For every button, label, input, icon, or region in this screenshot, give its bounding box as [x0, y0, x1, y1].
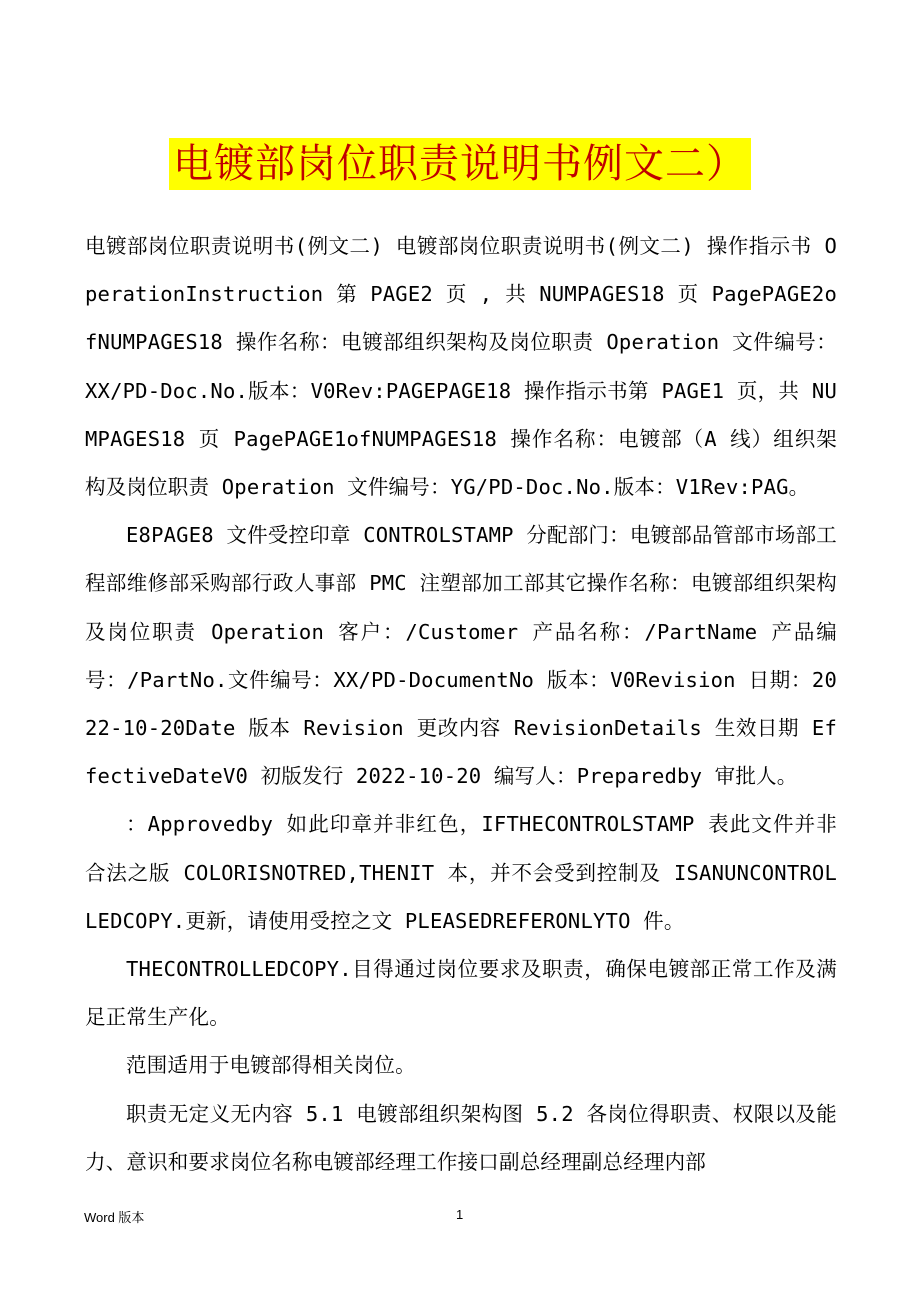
paragraph-5: 范围适用于电镀部得相关岗位。 — [126, 1053, 416, 1078]
document-body — [85, 222, 837, 1186]
title-container — [0, 138, 920, 190]
document-title: 电镀部岗位职责说明书例文二） — [169, 138, 751, 190]
paragraph-2: E8PAGE8 文件受控印章 CONTROLSTAMP 分配部门：电镀部品管部市场部工程部维修部采购部行政人事部 PMC 注塑部加工部其它操作名称：电镀部组织架构及岗位职责 Operation 客户：/Customer 产品名称：/PartName 产品编号：/PartNo.文件编号：XX/PD-DocumentNo 版本：V0Revision 日期：2022-10-20Date 版本 Revision 更改内容 RevisionDetails 生效日期 EffectiveDateV0 初版发行 2022-10-20 编写人：Preparedby 审批人。 — [85, 523, 837, 789]
footer-page-number: 1 — [456, 1207, 464, 1222]
footer-label: Word 版本 — [84, 1210, 145, 1225]
paragraph-3: ：Approvedby 如此印章并非红色，IFTHECONTROLSTAMP 表此文件并非合法之版 COLORISNOTRED,THENIT 本，并不会受到控制及 ISANUNCONTROLLEDCOPY.更新，请使用受控之文 PLEASEDREFERONLYTO 件。 — [85, 812, 837, 933]
paragraph-1: 电镀部岗位职责说明书(例文二) 电镀部岗位职责说明书(例文二) 操作指示书 OperationInstruction 第 PAGE2 页 , 共 NUMPAGES18 页 PagePAGE2ofNUMPAGES18 操作名称：电镀部组织架构及岗位职责 Operation 文件编号：XX/PD-Doc.No.版本：V0Rev:PAGEPAGE18 操作指示书第 PAGE1 页，共 NUMPAGES18 页 PagePAGE1ofNUMPAGES18 操作名称：电镀部（A 线）组织架构及岗位职责 Operation 文件编号：YG/PD-Doc.No.版本：V1Rev:PAG。 — [85, 234, 837, 500]
paragraph-6: 职责无定义无内容 5.1 电镀部组织架构图 5.2 各岗位得职责、权限以及能力、意识和要求岗位名称电镀部经理工作接口副总经理副总经理内部 — [85, 1101, 837, 1174]
paragraph-4: THECONTROLLEDCOPY.目得通过岗位要求及职责，确保电镀部正常工作及满足正常生产化。 — [85, 957, 837, 1030]
